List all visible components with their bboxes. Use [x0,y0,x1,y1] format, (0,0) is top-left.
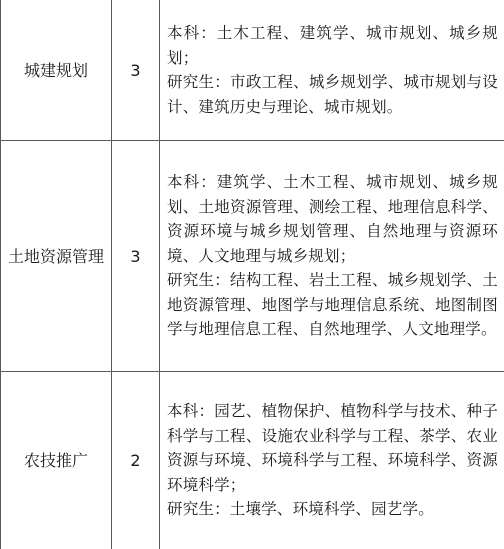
undergraduate-majors: 本科：建筑学、土木工程、城市规划、城乡规划、土地资源管理、测绘工程、地理信息科学、资源环境与城乡规划管理、自然地理与资源环境、人文地理与城乡规划； [167,173,498,265]
major-requirements-cell [160,141,504,372]
undergraduate-majors: 本科：园艺、植物保护、植物科学与技术、种子科学与工程、设施农业科学与工程、茶学、农业资源与环境、环境科学与工程、环境科学、资源环境科学； [167,402,498,494]
position-name-cell: 土地资源管理 [1,141,112,372]
table-row [1,372,504,549]
headcount-cell: 3 [112,0,160,141]
undergraduate-majors: 本科：土木工程、建筑学、城市规划、城乡规划； [167,24,498,67]
headcount-cell: 3 [112,141,160,372]
table-row [1,0,504,141]
major-requirements-cell [160,372,504,549]
position-name-cell: 农技推广 [1,372,112,549]
headcount-cell: 2 [112,372,160,549]
table-row [1,141,504,372]
graduate-majors: 研究生：结构工程、岩土工程、城乡规划学、土地资源管理、地图学与地理信息系统、地图制图学与地理信息工程、自然地理学、人文地理学。 [167,271,498,339]
major-requirements-cell [160,0,504,141]
position-name-cell: 城建规划 [1,0,112,141]
graduate-majors: 研究生：土壤学、环境科学、园艺学。 [167,500,434,519]
graduate-majors: 研究生：市政工程、城乡规划学、城市规划与设计、建筑历史与理论、城市规划。 [167,73,498,116]
